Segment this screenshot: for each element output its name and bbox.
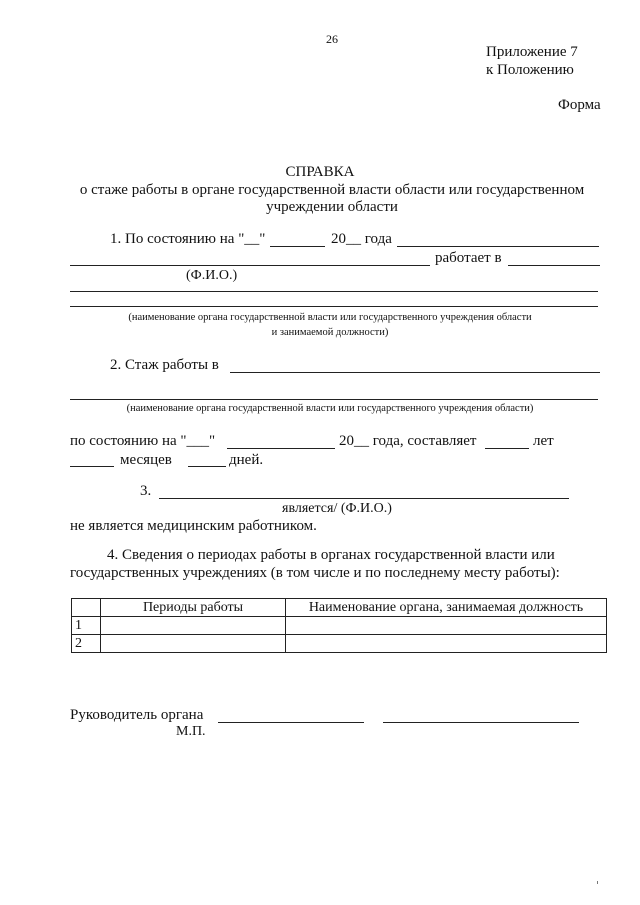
table-header-row bbox=[72, 599, 607, 617]
work-periods-table bbox=[71, 598, 607, 653]
table-cell-number: 1 bbox=[72, 617, 101, 635]
section3-is-fio: является/ (Ф.И.О.) bbox=[282, 501, 392, 516]
section2-months-label: месяцев bbox=[120, 452, 172, 468]
section1-workplace-blank bbox=[508, 265, 600, 266]
section3-not-medical: не является медицинским работником. bbox=[70, 518, 317, 534]
table-cell-period[interactable] bbox=[101, 635, 286, 653]
table-cell-organization[interactable] bbox=[286, 617, 607, 635]
document-subtitle-line1: о стаже работы в органе государственной власти области или государственном bbox=[79, 182, 585, 198]
scan-speck bbox=[597, 881, 598, 884]
section2-org-blank-b bbox=[70, 399, 598, 400]
section4-text-line1: 4. Сведения о периодах работы в органах государственной власти или bbox=[107, 547, 555, 563]
section1-works-in: работает в bbox=[435, 250, 502, 266]
table-row bbox=[72, 617, 607, 635]
stamp-placeholder: М.П. bbox=[176, 724, 206, 739]
section2-label: 2. Стаж работы в bbox=[110, 357, 219, 373]
table-cell-period[interactable] bbox=[101, 617, 286, 635]
section1-year: 20__ года bbox=[331, 231, 392, 247]
head-signature-blank bbox=[218, 722, 364, 723]
section4-text-line2: государственных учреждениях (в том числе и по последнему месту работы): bbox=[70, 565, 560, 581]
section2-state-prefix: по состоянию на "___" bbox=[70, 433, 216, 449]
table-header-periods: Периоды работы bbox=[101, 599, 286, 617]
table-row bbox=[72, 635, 607, 653]
section2-years-blank bbox=[485, 448, 529, 449]
section2-days-blank bbox=[188, 466, 226, 467]
section1-month-blank bbox=[270, 246, 325, 247]
section3-number: 3. bbox=[140, 483, 152, 499]
document-subtitle-line2: учреждении области bbox=[266, 199, 398, 215]
section3-fio-blank bbox=[159, 498, 569, 499]
section2-month-blank bbox=[227, 448, 335, 449]
section2-org-hint: (наименование органа государственной власти или государственного учреждения области) bbox=[126, 403, 534, 414]
section1-org-hint-line1: (наименование органа государственной власти или государственного учреждения области bbox=[128, 312, 532, 323]
head-name-blank bbox=[383, 722, 579, 723]
section2-months-blank bbox=[70, 466, 114, 467]
section2-org-blank-a bbox=[230, 372, 600, 373]
section1-org-blank-a bbox=[70, 291, 598, 292]
section1-fio-blank-a bbox=[397, 246, 599, 247]
page-number: 26 bbox=[326, 32, 338, 46]
section1-org-blank-b bbox=[70, 306, 598, 307]
section2-year-amount: 20__ года, составляет bbox=[339, 433, 477, 449]
head-of-organization-label: Руководитель органа bbox=[70, 707, 204, 723]
section1-fio-hint: (Ф.И.О.) bbox=[186, 268, 238, 283]
table-header-organization: Наименование органа, занимаемая должность bbox=[286, 599, 607, 617]
form-label: Форма bbox=[558, 97, 601, 113]
appendix-reference: к Положению bbox=[486, 62, 574, 78]
section1-fio-blank-b bbox=[70, 265, 430, 266]
section2-years-label: лет bbox=[533, 433, 554, 449]
table-header-number bbox=[72, 599, 101, 617]
table-cell-organization[interactable] bbox=[286, 635, 607, 653]
section2-days-label: дней. bbox=[229, 452, 264, 468]
appendix-label: Приложение 7 bbox=[486, 44, 578, 60]
document-title: СПРАВКА bbox=[285, 164, 355, 180]
section1-org-hint-line2: и занимаемой должности) bbox=[271, 327, 389, 338]
section1-date-prefix: 1. По состоянию на "__" bbox=[110, 231, 266, 247]
table-cell-number: 2 bbox=[72, 635, 101, 653]
